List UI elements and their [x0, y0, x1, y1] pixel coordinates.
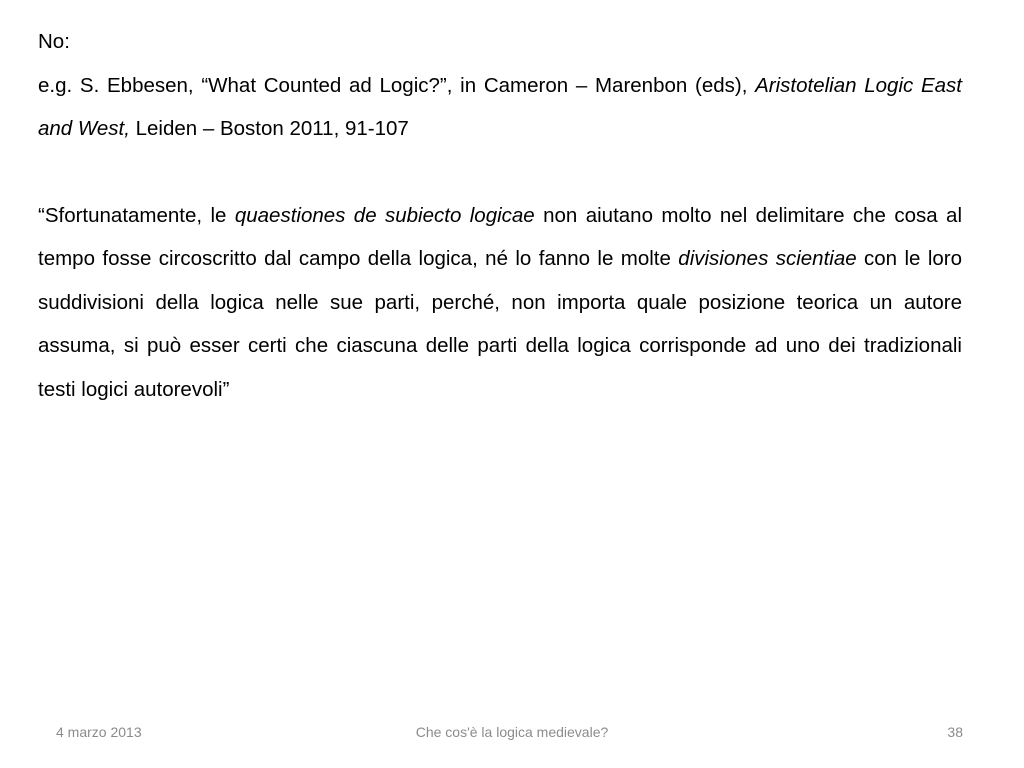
quote-italic-2: divisiones scientiae — [678, 247, 857, 270]
intro-text: No: — [38, 30, 70, 53]
quotation — [38, 194, 962, 412]
intro-line — [38, 20, 962, 64]
page-number: 38 — [947, 724, 963, 740]
reference-text-end: Leiden – Boston 2011, 91-107 — [129, 117, 409, 140]
reference-book-title: Aristotelian Logic East and West, — [38, 73, 963, 140]
footer-title: Che cos'è la logica medievale? — [415, 724, 609, 740]
quote-text-1: “Sfortunatamente, le — [38, 203, 235, 227]
reference-text-start: e.g. S. Ebbesen, “What Counted ad Logic?”, in Cameron – Marenbon (eds), — [38, 73, 756, 97]
slide-body — [38, 20, 962, 411]
quote-text-3: con le loro suddivisioni della logica nelle sue parti, perché, non importa quale posizione teorica un autore assuma, si può esser certi che ciascuna delle parti della logica corrisponde ad uno dei tradizionali testi logici autorevoli” — [38, 247, 963, 401]
quote-italic-1: quaestiones de subiecto logicae — [234, 203, 535, 227]
footer-date: 4 marzo 2013 — [56, 724, 142, 740]
bibliographic-reference — [38, 64, 962, 151]
quote-text-2: non aiutano molto nel delimitare che cosa al tempo fosse circoscritto dal campo della logica, né lo fanno le molte — [38, 203, 963, 270]
